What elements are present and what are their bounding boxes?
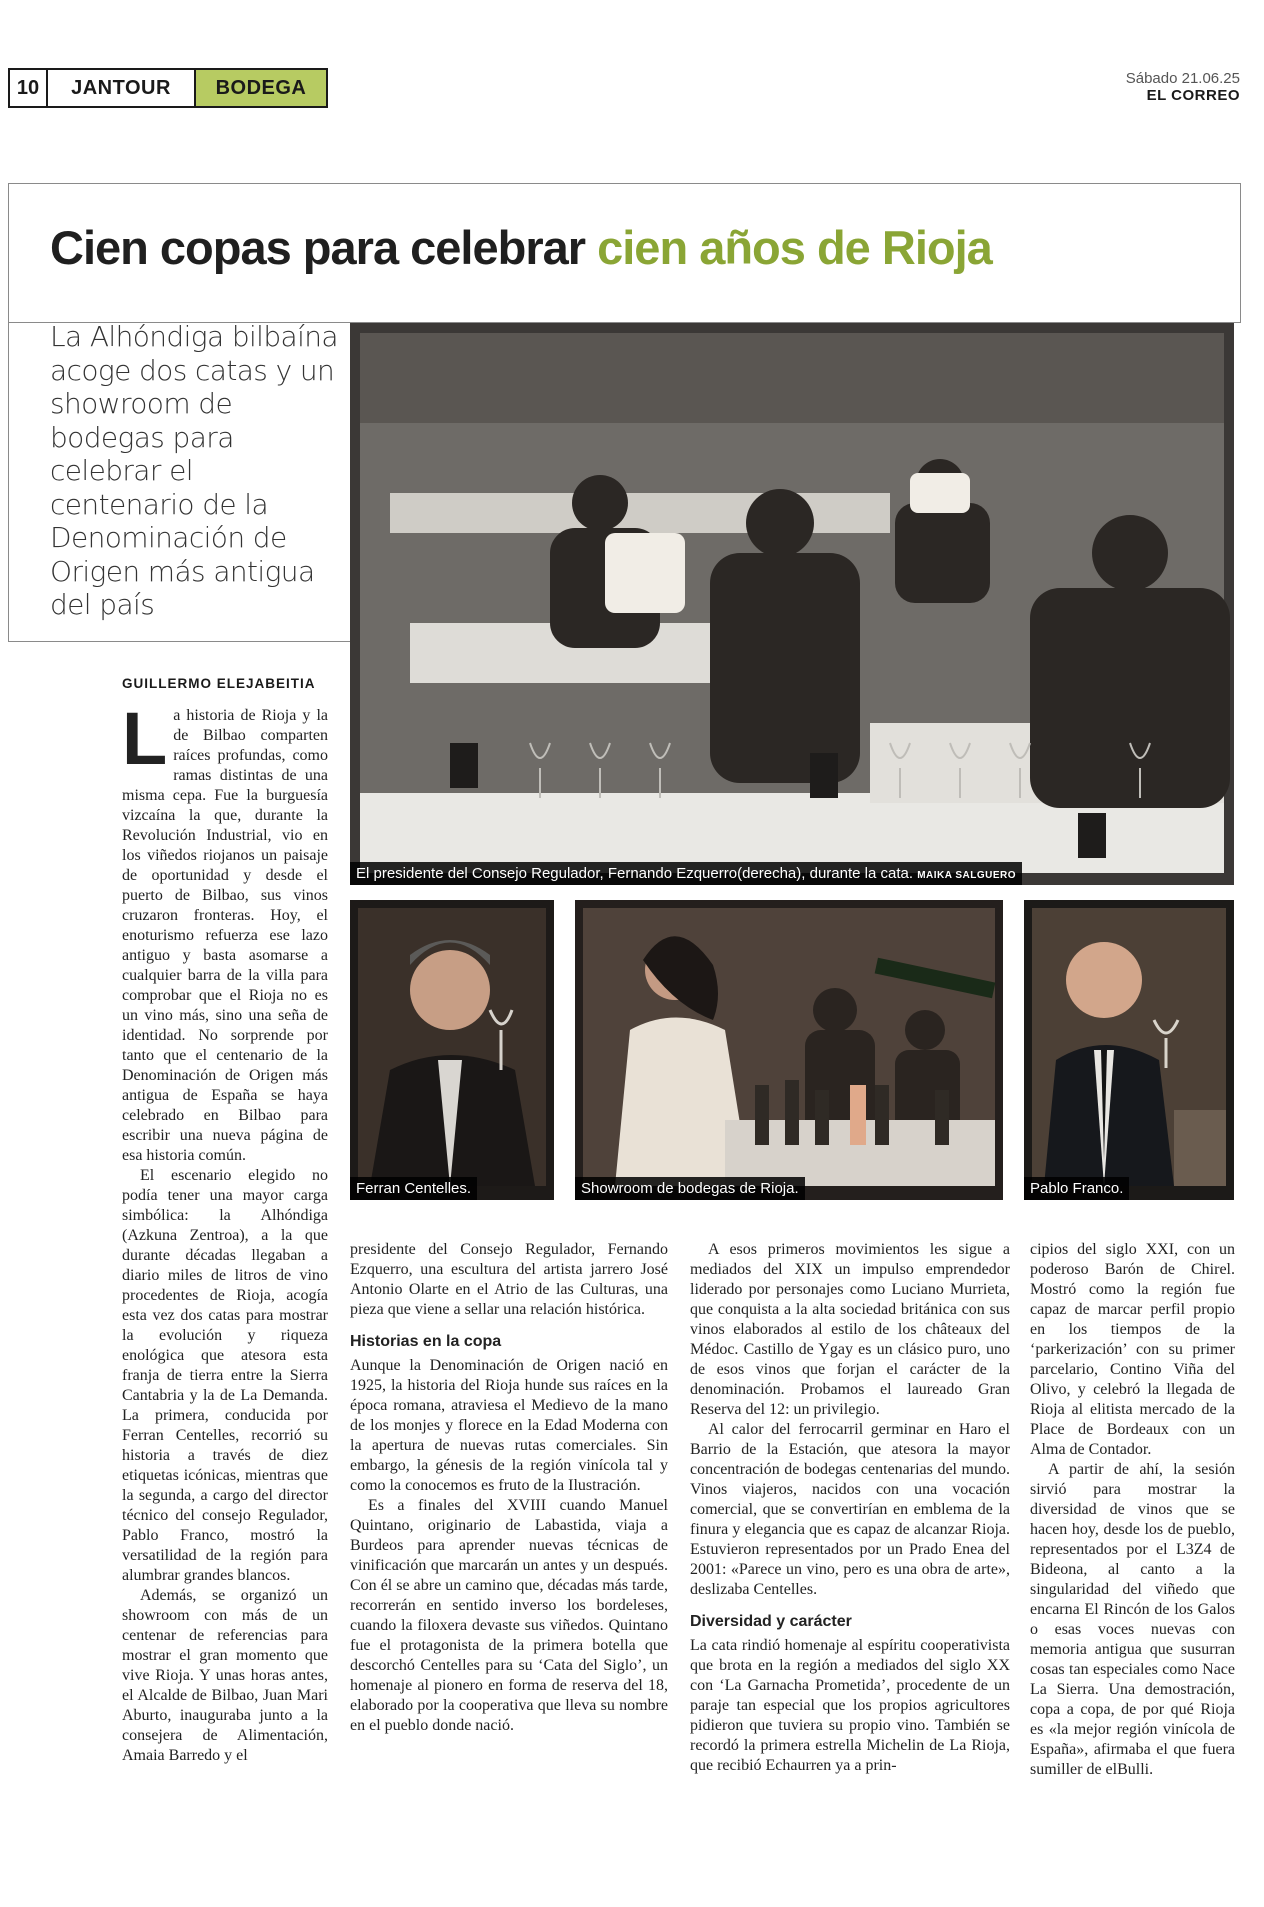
main-photo-caption [350,862,1022,885]
section-label: JANTOUR [48,70,196,106]
article-column-1 [122,697,328,1766]
paragraph: El escenario elegido no podía tener una mayor carga simbólica: la Alhóndiga (Azkuna Zentroa), a la que durante décadas llegaban a diario miles de litros de vino procedentes de Rioja, acogía esta vez dos catas para mostrar la evolución y riqueza enológica que atesora esta franja de tierra entre la Sierra Cantabria y la de La Demanda. La primera, conducida por Ferran Centelles, recorrió su historia a través de diez etiquetas icónicas, mientras que la segunda, a cargo del director técnico del consejo Regulador, Pablo Franco, mostró la versatilidad de la región para alumbrar grandes blancos. [122,1167,328,1584]
issue-date: Sábado 21.06.25 [1125,70,1240,87]
main-photo [350,323,1234,885]
photo-showroom [575,900,1003,1200]
photo4-caption: Pablo Franco. [1024,1177,1129,1200]
photo-ferran-centelles [350,900,554,1200]
paragraph: Es a finales del XVIII cuando Manuel Quintano, originario de Labastida, viaja a Burdeos para aprender nuevas técnicas de vinificación que marcarán un antes y un después. Con él se abre un camino que, décadas más tarde, recorrerán en sentido inverso los bordeleses, cuando la filoxera devaste sus viñedos. Quintano fue el protagonista de la primera botella que descorchó Centelles para su ‘Cata del Siglo’, un homenaje al pionero en forma de reserva del 18, elaborado por la cooperativa que lleva su nombre en el pueblo donde nació. [350,1497,668,1734]
subheadline: La Alhóndiga bilbaína acoge dos catas y un showroom de bodegas para celebrar el centenario de la Denominación de Origen más antigua del país [50,320,338,621]
paragraph: A partir de ahí, la sesión sirvió para mostrar la diversidad de vinos que se hacen hoy, desde los de pueblo, representados por el L3Z4 de Bideona, al canto a la singularidad del viñedo que encarna El Rincón de los Galos o esas voces nuevas con memoria antigua que susurran cosas tan especiales como Nace La Sierra. Una demostración, copa a copa, de por qué Rioja es «la mejor región vinícola de España», afirmaba el que fuera sumiller de elBulli. [1030,1461,1235,1778]
subsection-label: BODEGA [196,70,326,106]
drop-cap: L [122,697,168,780]
dateline [1126,70,1240,104]
byline: GUILLERMO ELEJABEITIA [122,676,316,691]
article-column-2 [350,1240,668,1736]
paragraph: A esos primeros movimientos les sigue a mediados del XIX un impulso emprendedor liderado por personajes como Luciano Murrieta, que conquista a la alta sociedad británica con sus vinos elaborados al estilo de los châteaux del Médoc. Castillo de Ygay es un clásico puro, uno de esos vinos que forjan el carácter de la denominación. Probamos el laureado Gran Reserva del 12: un privilegio. [690,1241,1010,1418]
headline [50,220,992,275]
lead-text: a historia de Rioja y la de Bilbao comparten raíces profundas, como ramas distintas de una misma cepa. Fue la burguesía vizcaína la que, durante la Revolución Industrial, vio en los viñedos riojanos un paisaje de oportunidad y desde el puerto de Bilbao, sus vinos cruzaron fronteras. Hoy, el enoturismo refuerza ese lazo antiguo y basta asomarse a cualquier barra de la villa para comprobar que el Rioja no es un vino más, sino una seña de identidad. No sorprende por tanto que el centenario de la Denominación de Origen más antigua de España se haya celebrado en Bilbao para escribir una nueva página de esa historia común. [122,707,328,1164]
paragraph: presidente del Consejo Regulador, Fernando Ezquerro, una escultura del artista jarrero José Antonio Olarte en el Atrio de las Culturas, una pieza que viene a sellar una relación histórica. [350,1241,668,1318]
lead-paragraph [122,697,328,1166]
paragraph: Además, se organizó un showroom con más de un centenar de referencias para mostrar el gran momento que vive Rioja. Y unas horas antes, el Alcalde de Bilbao, Juan Mari Aburto, inauguraba junto a la consejera de Alimentación, Amaia Barredo y el [122,1587,328,1764]
headline-part2: cien años de Rioja [597,221,992,274]
showroom-image [575,900,1003,1200]
paragraph: cipios del siglo XXI, con un poderoso Barón de Chirel. Mostró como la región fue capaz de marcar perfil propio en los tiempos de la ‘parkerización’ con su primer parcelario, Contino Viña del Olivo, y celebró la llegada de Rioja al elitista mercado de la Place de Bordeaux con un Alma de Contador. [1030,1241,1235,1458]
tasting-room-image [350,323,1234,885]
photo-pablo-franco [1024,900,1234,1200]
intertitle: Diversidad y carácter [690,1613,852,1630]
section-header [8,68,328,108]
photo2-caption: Ferran Centelles. [350,1177,477,1200]
publication-name: EL CORREO [1146,87,1240,104]
intertitle: Historias en la copa [350,1333,502,1350]
paragraph: La cata rindió homenaje al espíritu cooperativista que brota en la región a mediados del siglo XX con ‘La Garnacha Prometida’, procedente de un paraje tan especial que los propios agricultores pidieron que tuviera su propio vino. También se recordó la primera estrella Michelin de La Rioja, que recibió Echaurren ya a prin- [690,1637,1010,1774]
paragraph: Aunque la Denominación de Origen nació en 1925, la historia del Rioja hunde sus raíces en la época romana, atraviesa el Medievo de la mano de los monjes y florece en la Edad Moderna con la apertura de nuevas rutas comerciales. Sin embargo, la génesis de la región vinícola tal y como la conocemos es fruto de la Ilustración. [350,1357,668,1494]
article-column-3 [690,1240,1010,1776]
page-number: 10 [10,70,48,106]
photo-credit: MAIKA SALGUERO [917,870,1017,881]
headline-part1: Cien copas para celebrar [50,221,586,274]
paragraph: Al calor del ferrocarril germinar en Haro el Barrio de la Estación, que atesora la mayor concentración de bodegas centenarias del mundo. Vinos viajeros, nacidos con una vocación comercial, que se convertirían en emblema de la finura y elegancia que es capaz de alcanzar Rioja. Estuvieron representados por un Prado Enea del 2001: «Parece un vino, pero es una obra de arte», deslizaba Centelles. [690,1421,1010,1598]
ferran-portrait-image [350,900,554,1200]
main-caption-text: El presidente del Consejo Regulador, Fernando Ezquerro(derecha), durante la cata. [356,865,914,882]
article-column-4 [1030,1240,1235,1780]
photo3-caption: Showroom de bodegas de Rioja. [575,1177,805,1200]
pablo-portrait-image [1024,900,1234,1200]
